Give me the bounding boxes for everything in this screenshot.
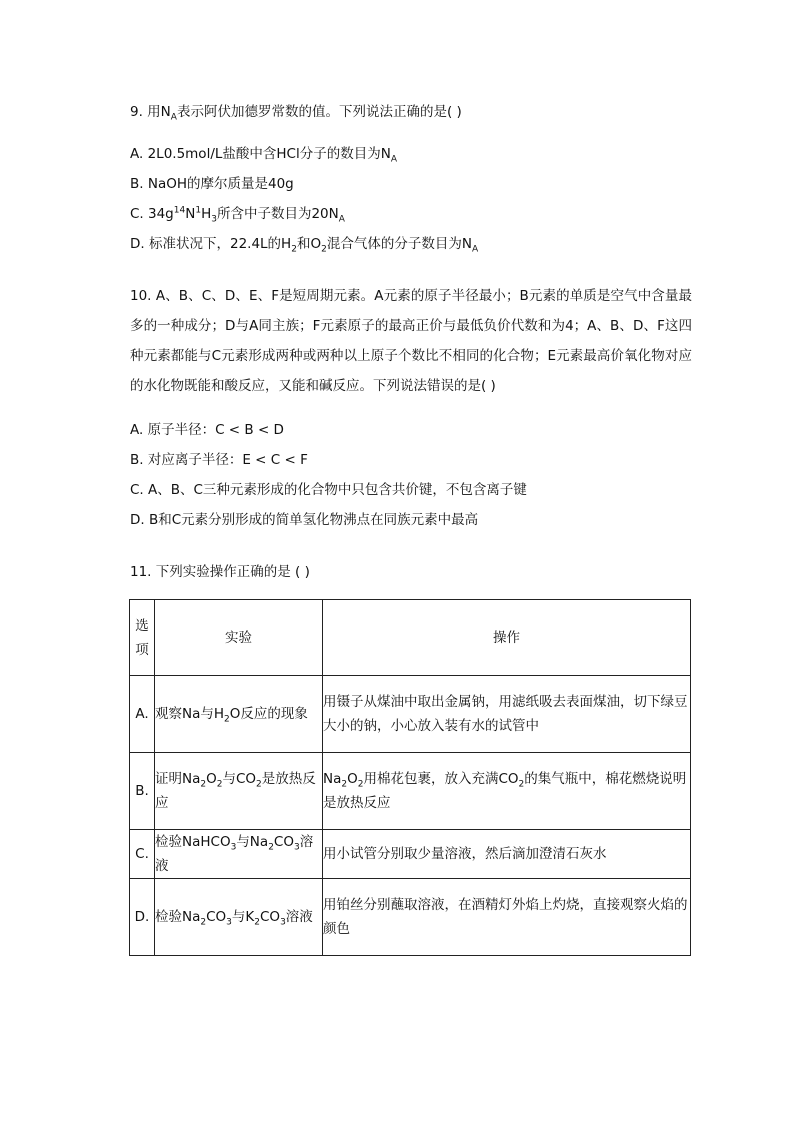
header-operation: 操作 bbox=[323, 600, 691, 676]
row-operation: 用小试管分别取少量溶液，然后滴加澄清石灰水 bbox=[323, 830, 691, 879]
cell-text: 观察Na与H bbox=[155, 706, 225, 722]
cell-text: 与K bbox=[231, 909, 255, 925]
cell-text: Na bbox=[323, 771, 342, 787]
cell-text: 检验Na bbox=[155, 909, 201, 925]
option-sub: A bbox=[338, 214, 345, 225]
question-9-option-c bbox=[130, 199, 692, 229]
row-operation: 用镊子从煤油中取出金属钠，用滤纸吸去表面煤油，切下绿豆大小的钠，小心放入装有水的试管中 bbox=[323, 676, 691, 753]
row-operation: 用铂丝分别蘸取溶液，在酒精灯外焰上灼烧，直接观察火焰的颜色 bbox=[323, 879, 691, 956]
cell-text: 用棉花包裹，放入充满CO bbox=[363, 771, 519, 787]
row-experiment bbox=[155, 753, 323, 830]
cell-text: O反应的现象 bbox=[229, 706, 308, 722]
row-option: D. bbox=[130, 879, 155, 956]
question-9-stem bbox=[130, 97, 692, 127]
option-sub: A bbox=[390, 154, 397, 165]
option-text: 和O bbox=[296, 236, 322, 252]
cell-text: 与CO bbox=[222, 771, 257, 787]
table-row bbox=[130, 753, 691, 830]
option-text: D. 标准状况下，22.4L的H bbox=[130, 236, 292, 252]
question-10-stem: 10. A、B、C、D、E、F是短周期元素。A元素的原子半径最小；B元素的单质是空气中含量最多的一种成分；D与A同主族；F元素原子的最高正价与最低负价代数和为4；A、B、D、F这四种元素都能与C元素形成两种或两种以上原子个数比不相同的化合物；E元素最高价氧化物对应的水化物既能和酸反应，又能和碱反应。下列说法错误的是( ) bbox=[130, 288, 692, 394]
question-10 bbox=[130, 281, 692, 535]
cell-text: 的集气瓶中，棉花燃烧说明是放热反应 bbox=[323, 771, 687, 811]
option-sup: 1 bbox=[195, 205, 202, 216]
option-text: 混合气体的分子数目为N bbox=[326, 236, 472, 252]
table-row bbox=[130, 830, 691, 879]
row-option: C. bbox=[130, 830, 155, 879]
cell-sub: 2 bbox=[200, 779, 207, 790]
cell-sub: 2 bbox=[254, 917, 260, 928]
cell-sub: 3 bbox=[230, 842, 237, 853]
question-9-option-a bbox=[130, 139, 692, 169]
option-sub: 3 bbox=[211, 214, 217, 225]
table-row bbox=[130, 879, 691, 956]
cell-sub: 2 bbox=[200, 917, 207, 928]
question-10-option-b: B. 对应离子半径：E < C < F bbox=[130, 452, 308, 468]
cell-text: O bbox=[206, 771, 217, 787]
cell-sub: 3 bbox=[280, 917, 286, 928]
row-option: A. bbox=[130, 676, 155, 753]
option-sub: A bbox=[471, 244, 479, 255]
cell-sub: 2 bbox=[268, 842, 274, 853]
question-11-stem: 11. 下列实验操作正确的是 ( ) bbox=[130, 564, 310, 580]
cell-text: 检验NaHCO bbox=[155, 834, 231, 850]
experiment-table bbox=[129, 599, 691, 956]
row-operation bbox=[323, 753, 691, 830]
option-sub: 2 bbox=[321, 244, 327, 255]
question-9 bbox=[130, 97, 692, 259]
table-header-row bbox=[130, 600, 691, 676]
cell-text: CO bbox=[273, 834, 294, 850]
cell-text: O bbox=[347, 771, 358, 787]
cell-text: 溶液 bbox=[285, 909, 313, 925]
question-11 bbox=[130, 557, 692, 587]
table-row bbox=[130, 676, 691, 753]
option-text: 所含中子数目为20N bbox=[216, 206, 339, 222]
option-sub: 2 bbox=[291, 244, 297, 255]
header-experiment: 实验 bbox=[155, 600, 323, 676]
question-10-option-d: D. B和C元素分别形成的简单氢化物沸点在同族元素中最高 bbox=[130, 512, 479, 528]
cell-sub: 2 bbox=[341, 779, 348, 790]
option-text: N bbox=[185, 206, 196, 222]
cell-text: CO bbox=[206, 909, 227, 925]
header-option-text: 选项 bbox=[135, 617, 149, 658]
question-9-option-b: B. NaOH的摩尔质量是40g bbox=[130, 176, 294, 192]
cell-text: 溶液 bbox=[155, 834, 314, 874]
row-option: B. bbox=[130, 753, 155, 830]
row-experiment bbox=[155, 830, 323, 879]
question-10-option-a: A. 原子半径：C < B < D bbox=[130, 422, 284, 438]
cell-text: CO bbox=[260, 909, 281, 925]
option-text: C. 34g bbox=[130, 206, 174, 222]
cell-sub: 3 bbox=[293, 842, 300, 853]
stem-text-rest: 表示阿伏加德罗常数的值。下列说法正确的是( ) bbox=[176, 104, 462, 120]
stem-sub: A bbox=[170, 112, 177, 123]
option-text: H bbox=[201, 206, 212, 222]
row-experiment bbox=[155, 676, 323, 753]
row-experiment bbox=[155, 879, 323, 956]
cell-sub: 2 bbox=[357, 779, 364, 790]
cell-sub: 2 bbox=[256, 779, 262, 790]
cell-text: 证明Na bbox=[155, 771, 201, 787]
stem-text: 9. 用N bbox=[130, 104, 171, 120]
cell-sub: 2 bbox=[216, 779, 223, 790]
cell-text: 与Na bbox=[236, 834, 269, 850]
cell-sub: 3 bbox=[226, 917, 232, 928]
option-sup: 14 bbox=[173, 205, 186, 216]
cell-sub: 2 bbox=[224, 714, 230, 725]
cell-text: 是放热反应 bbox=[155, 771, 316, 811]
header-option bbox=[130, 600, 155, 676]
question-9-option-d bbox=[130, 229, 692, 259]
cell-sub: 2 bbox=[518, 779, 525, 790]
option-text: A. 2L0.5mol/L盐酸中含HCl分子的数目为N bbox=[130, 146, 391, 162]
question-10-option-c: C. A、B、C三种元素形成的化合物中只包含共价键，不包含离子键 bbox=[130, 482, 527, 498]
